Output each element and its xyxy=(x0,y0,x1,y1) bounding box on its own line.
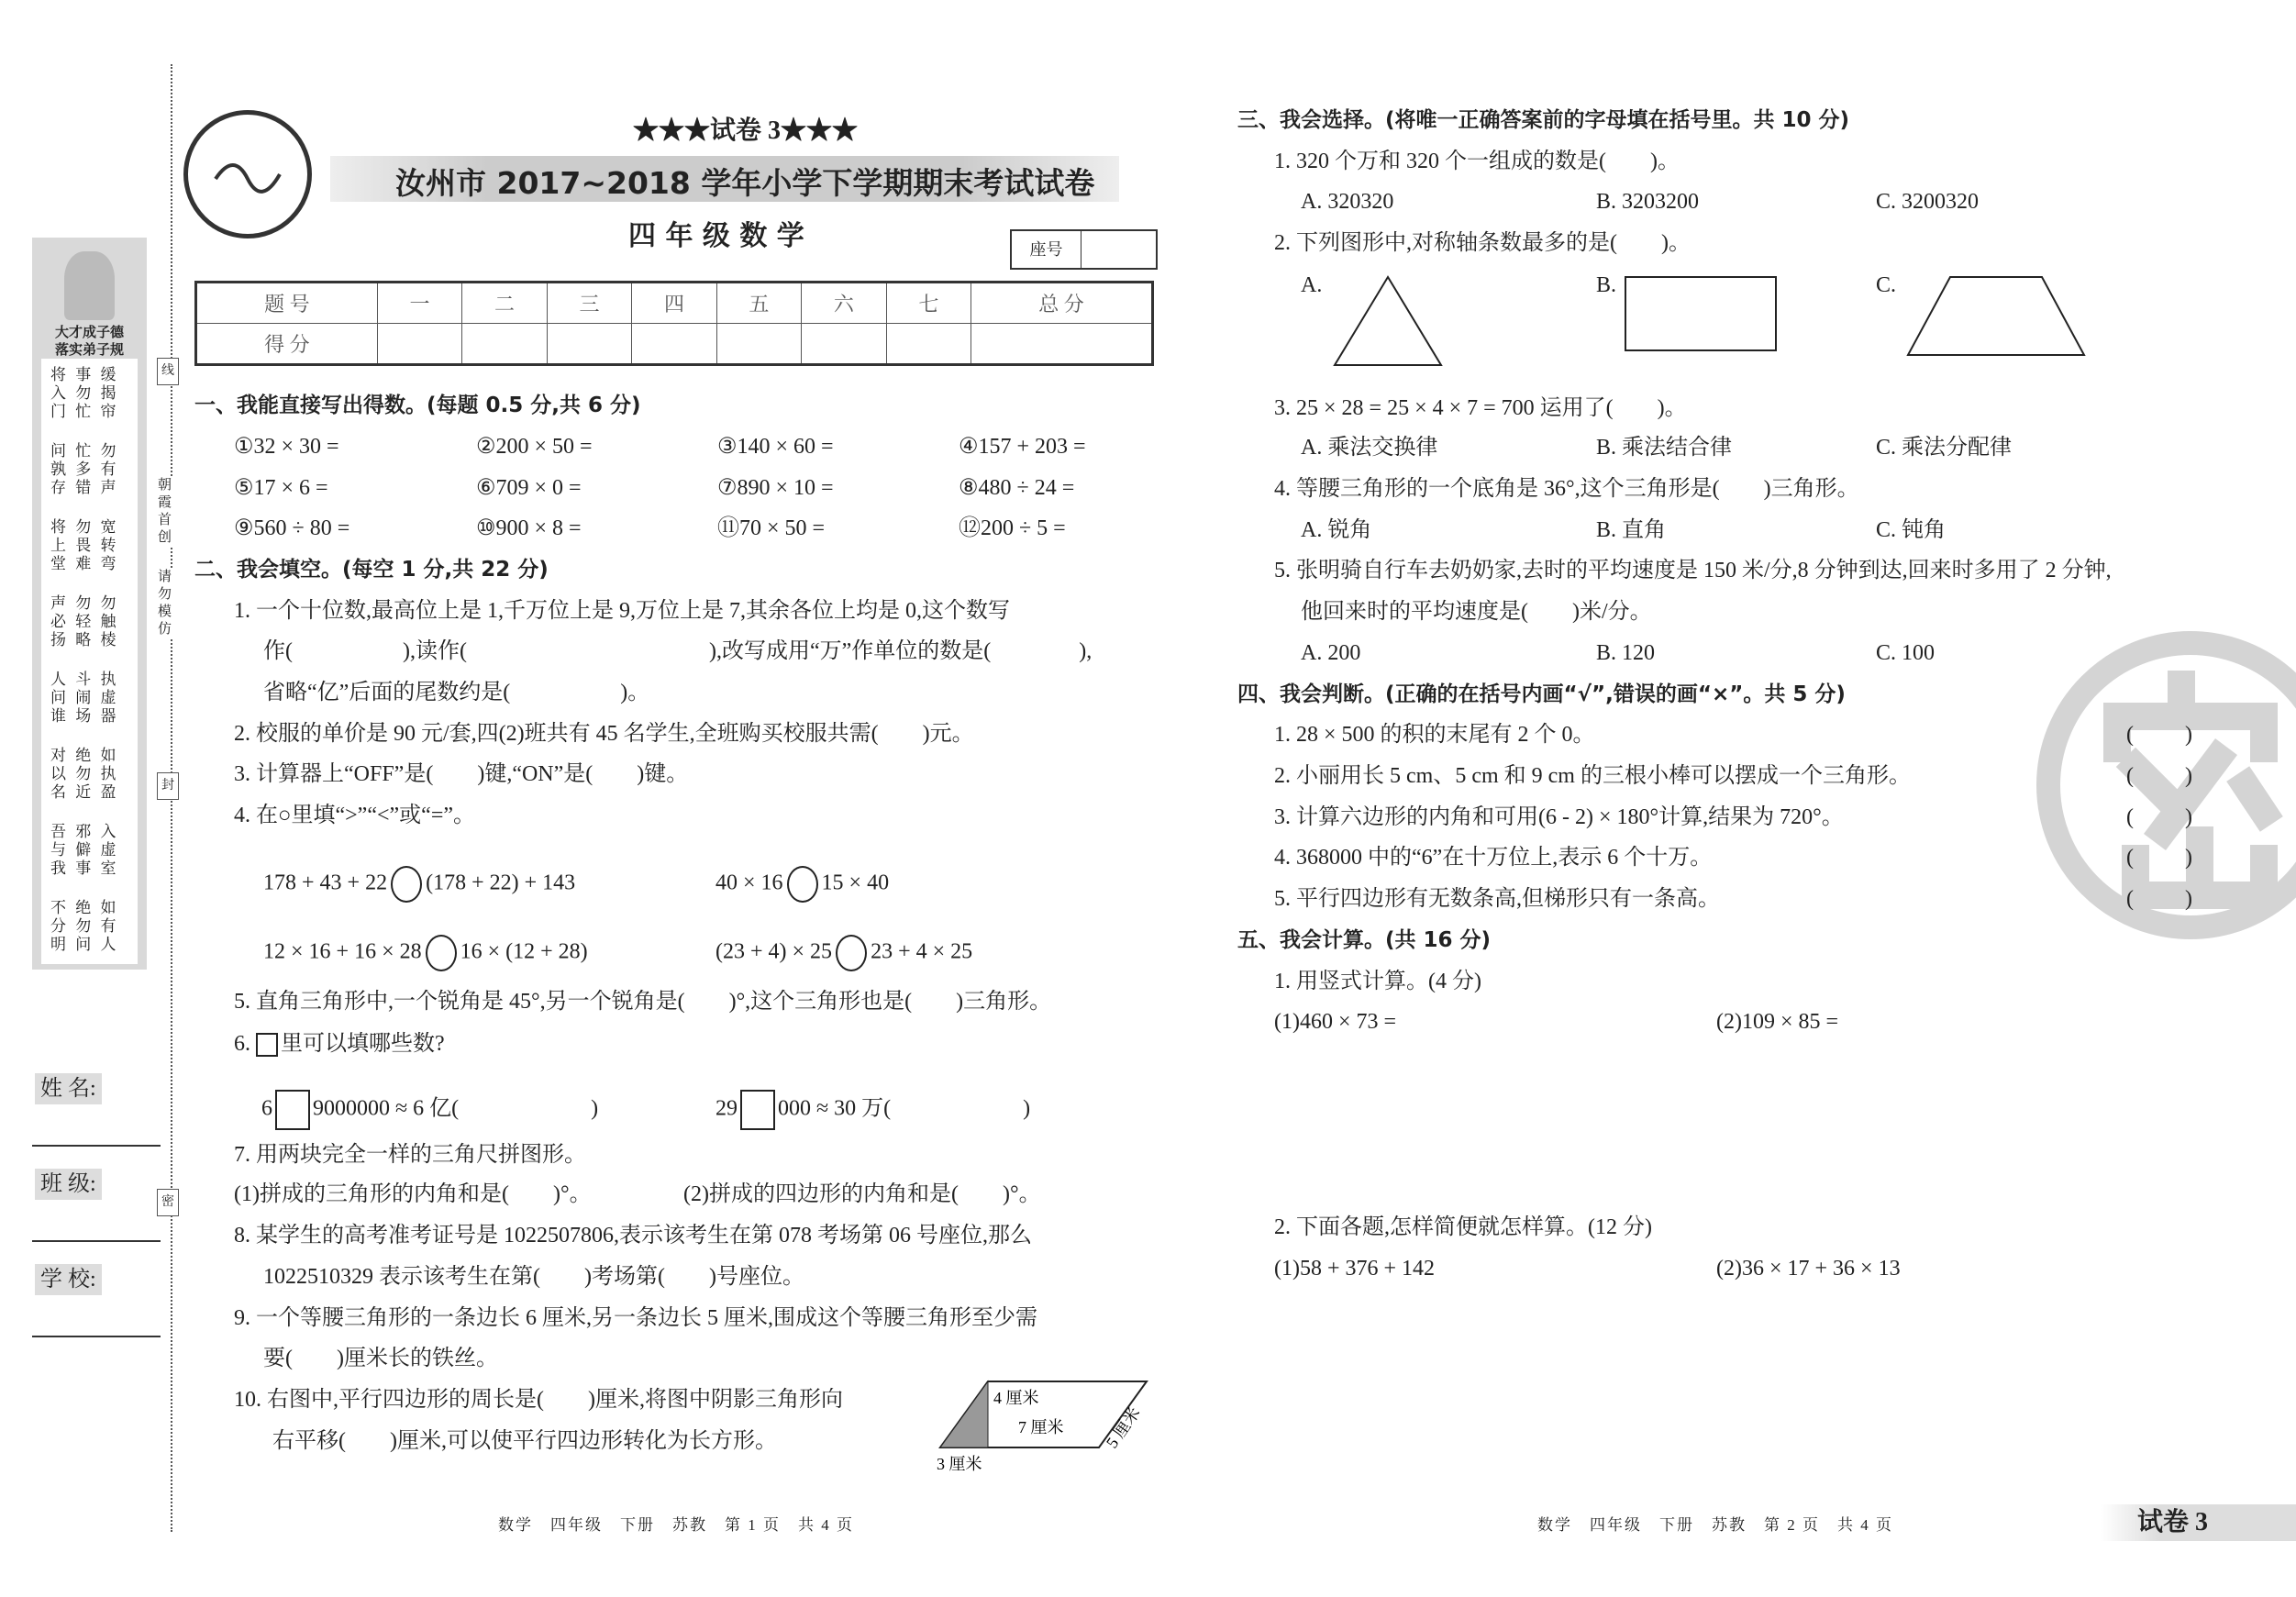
table-cell: 六 xyxy=(802,283,886,324)
judge-item: 4. 368000 中的“6”在十万位上,表示 6 个十万。 xyxy=(1274,846,1713,870)
answer-brackets[interactable] xyxy=(2126,721,2192,749)
table-cell: 四 xyxy=(632,283,716,324)
poem-line: 声 勿 勿 xyxy=(50,594,116,612)
question-text: (2)36 × 17 + 36 × 13 xyxy=(1716,1257,1901,1281)
answer-brackets[interactable] xyxy=(2126,804,2192,831)
question-text: 1022510329 表示该考生在第( )考场第( )号座位。 xyxy=(263,1265,804,1289)
section-2-heading: 二、我会填空。(每空 1 分,共 22 分) xyxy=(194,558,549,582)
compare-row xyxy=(715,866,889,903)
expr: 12 × 16 + 16 × 28 xyxy=(263,939,422,964)
question-text: (1)拼成的三角形的内角和是( )°。 xyxy=(234,1182,592,1206)
subject-title: 四 年 级 数 学 xyxy=(628,220,804,252)
question-text: 右平移( )厘米,可以使平行四边形转化为长方形。 xyxy=(272,1429,777,1453)
estimate-row xyxy=(715,1090,1030,1130)
question-text: 2. 校服的单价是 90 元/套,四(2)班共有 45 名学生,全班购买校服共需( )元。 xyxy=(234,722,974,746)
poem-line: 堂 难 弯 xyxy=(50,555,116,572)
bracket: ) xyxy=(2185,723,2192,747)
figure-label: 5 厘米 xyxy=(1102,1403,1144,1452)
figure-label: 3 厘米 xyxy=(937,1455,982,1473)
poem-line: 门 忙 帘 xyxy=(50,403,116,420)
question-text: 1. 320 个万和 320 个一组成的数是( )。 xyxy=(1274,150,1680,173)
option: C. 钝角 xyxy=(1876,518,1947,542)
score-cell[interactable] xyxy=(632,324,716,365)
figure-label: 4 厘米 xyxy=(993,1389,1039,1407)
q-text: 里可以填哪些数? xyxy=(281,1032,445,1056)
exam-title: 汝州市 2017~2018 学年小学下学期期末考试试卷 xyxy=(395,165,1095,201)
question-text: 1. 用竖式计算。(4 分) xyxy=(1274,970,1481,993)
bracket: ) xyxy=(2185,805,2192,829)
option: B. 乘法结合律 xyxy=(1596,436,1733,460)
answer-brackets[interactable] xyxy=(2126,885,2192,913)
option: B. 直角 xyxy=(1596,518,1667,542)
judge-item: 2. 小丽用长 5 cm、5 cm 和 9 cm 的三根小棒可以摆成一个三角形。 xyxy=(1274,764,1911,788)
option: A. 320320 xyxy=(1301,190,1394,214)
table-cell: 总 分 xyxy=(971,283,1153,324)
bracket: ( xyxy=(2126,846,2134,870)
option: B. xyxy=(1596,273,1617,297)
poem-line: 上 畏 转 xyxy=(50,537,116,554)
compare-row xyxy=(715,935,972,971)
triangle-shape xyxy=(1330,275,1449,367)
poem-line: 将 勿 宽 xyxy=(50,518,116,536)
digit-box[interactable] xyxy=(740,1090,775,1130)
question-text: 3. 25 × 28 = 25 × 4 × 7 = 700 运用了( )。 xyxy=(1274,396,1687,420)
bracket: ) xyxy=(2185,887,2192,911)
question-text: 4. 在○里填“>”“<”或“=”。 xyxy=(234,804,476,827)
poem-line: 问 闹 虚 xyxy=(50,689,116,706)
judge-item: 5. 平行四边形有无数条高,但梯形只有一条高。 xyxy=(1274,887,1720,911)
question-text: (1)58 + 376 + 142 xyxy=(1274,1257,1436,1281)
oral-item: ③140 × 60 = xyxy=(717,435,834,459)
bracket: ) xyxy=(2185,846,2192,870)
question-text xyxy=(234,1030,445,1058)
poem-line: 扬 略 棱 xyxy=(50,631,116,649)
seat-label: 座号 xyxy=(1012,231,1081,268)
question-text: 3. 计算器上“OFF”是( )键,“ON”是( )键。 xyxy=(234,762,689,786)
option: C. 乘法分配律 xyxy=(1876,436,2013,460)
compare-circle[interactable] xyxy=(426,935,457,971)
question-text: 作( ),读作( ),改写成用“万”作单位的数是( ), xyxy=(263,639,1093,663)
shaded-triangle xyxy=(940,1381,988,1447)
school-label: 学 校: xyxy=(35,1264,102,1295)
question-text: 要( )厘米长的铁丝。 xyxy=(263,1347,498,1370)
school-field[interactable] xyxy=(32,1336,161,1337)
bracket: ( xyxy=(2126,887,2134,911)
question-text: 省略“亿”后面的尾数约是( )。 xyxy=(263,681,650,704)
oral-item: ⑩900 × 8 = xyxy=(476,516,582,540)
page-footer: 数学 四年级 下册 苏教 第 2 页 共 4 页 xyxy=(1537,1516,1893,1534)
seat-number-box xyxy=(1010,229,1158,270)
score-cell[interactable] xyxy=(886,324,971,365)
question-text: (1)460 × 73 = xyxy=(1274,1010,1397,1034)
paper-tag: 试卷 3 xyxy=(2137,1508,2209,1536)
score-cell[interactable] xyxy=(377,324,461,365)
question-text: 2. 下面各题,怎样简便就怎样算。(12 分) xyxy=(1274,1215,1652,1239)
score-cell[interactable] xyxy=(462,324,547,365)
section-5-heading: 五、我会计算。(共 16 分) xyxy=(1237,928,1492,952)
question-text: 9. 一个等腰三角形的一条边长 6 厘米,另一条边长 5 厘米,围成这个等腰三角形至少需 xyxy=(234,1306,1037,1330)
poem-line: 明 问 人 xyxy=(50,936,116,953)
option: A. xyxy=(1301,273,1323,297)
option: B. 3203200 xyxy=(1596,190,1700,214)
binding-mark: 线 xyxy=(157,358,179,385)
question-text: 1. 一个十位数,最高位上是 1,千万位上是 9,万位上是 7,其余各位上均是 0,这个数写 xyxy=(234,599,1010,623)
poem-line: 必 轻 触 xyxy=(50,613,116,630)
poem-line: 人 斗 执 xyxy=(50,671,116,688)
judge-item: 3. 计算六边形的内角和可用(6 - 2) × 180°计算,结果为 720°。 xyxy=(1274,805,1844,829)
compare-circle[interactable] xyxy=(391,866,422,903)
table-cell: 得 分 xyxy=(196,324,378,365)
binding-note: 请勿模仿 xyxy=(154,569,173,638)
table-row xyxy=(196,283,1153,324)
question-text: 5. 直角三角形中,一个锐角是 45°,另一个锐角是( )°,这个三角形也是( )三角形。 xyxy=(234,990,1052,1014)
poem-line: 对 绝 如 xyxy=(50,747,116,764)
poem-line: 与 僻 虚 xyxy=(50,841,116,859)
table-cell: 题 号 xyxy=(196,283,378,324)
expr: (23 + 4) × 25 xyxy=(715,939,833,964)
estimate-row xyxy=(261,1090,598,1130)
question-text: 7. 用两块完全一样的三角尺拼图形。 xyxy=(234,1143,586,1167)
question-text: 8. 某学生的高考准考证号是 1022507806,表示该考生在第 078 考场第 06 号座位,那么 xyxy=(234,1224,1032,1248)
question-text: (2)109 × 85 = xyxy=(1716,1010,1839,1034)
section-3-heading: 三、我会选择。(将唯一正确答案前的字母填在括号里。共 10 分) xyxy=(1237,108,1850,132)
expr: 15 × 40 xyxy=(821,871,890,895)
expr: (178 + 22) + 143 xyxy=(426,871,576,895)
poem-line: 谁 场 器 xyxy=(50,707,116,725)
expr: 9000000 ≈ 6 亿( ) xyxy=(313,1096,599,1121)
section-1-heading: 一、我能直接写出得数。(每题 0.5 分,共 6 分) xyxy=(194,394,641,417)
student-cartoon-icon xyxy=(64,251,115,320)
compare-circle[interactable] xyxy=(836,935,867,971)
question-text: 10. 右图中,平行四边形的周长是( )厘米,将图中阴影三角形向 xyxy=(234,1388,843,1412)
poem-line: 我 事 室 xyxy=(50,859,116,877)
compare-row xyxy=(263,866,575,903)
option: B. 120 xyxy=(1596,641,1656,665)
question-text: 2. 下列图形中,对称轴条数最多的是( )。 xyxy=(1274,231,1691,255)
poem-line: 吾 邪 入 xyxy=(50,823,116,840)
option: A. 200 xyxy=(1301,641,1361,665)
compare-row xyxy=(263,935,588,971)
table-cell: 三 xyxy=(547,283,631,324)
judge-item: 1. 28 × 500 的积的末尾有 2 个 0。 xyxy=(1274,723,1595,747)
poem-line: 分 勿 有 xyxy=(50,917,116,935)
trapezoid-shape xyxy=(1906,275,2090,358)
poem-line: 存 错 声 xyxy=(50,479,116,496)
binding-mark: 封 xyxy=(157,772,179,800)
digit-box[interactable] xyxy=(275,1090,310,1130)
figure-label: 7 厘米 xyxy=(1018,1418,1064,1436)
oral-item: ⑪70 × 50 = xyxy=(717,516,826,540)
poem-line: 不 绝 如 xyxy=(50,899,116,916)
question-text: 他回来时的平均速度是( )米/分。 xyxy=(1301,600,1652,624)
oral-item: ②200 × 50 = xyxy=(476,435,593,459)
poem-box xyxy=(41,359,138,964)
paper-number: ★★★试卷 3★★★ xyxy=(633,116,859,145)
compare-circle[interactable] xyxy=(787,866,818,903)
score-cell[interactable] xyxy=(971,324,1153,365)
expr: 6 xyxy=(261,1096,272,1121)
poem-line: 名 近 盈 xyxy=(50,783,116,801)
oral-item: ⑫200 ÷ 5 = xyxy=(959,516,1066,540)
question-text: 5. 张明骑自行车去奶奶家,去时的平均速度是 150 米/分,8 分钟到达,回来时多用了 2 分钟, xyxy=(1274,559,2112,582)
bracket: ( xyxy=(2126,805,2134,829)
publisher-logo xyxy=(183,110,312,238)
parallelogram-figure xyxy=(931,1376,1165,1477)
logo-signature-icon xyxy=(188,115,307,234)
q-num: 6. xyxy=(234,1032,256,1056)
score-cell[interactable] xyxy=(716,324,801,365)
oral-item: ⑦890 × 10 = xyxy=(717,476,834,500)
table-cell: 二 xyxy=(462,283,547,324)
class-field[interactable] xyxy=(32,1240,161,1242)
rectangle-shape xyxy=(1624,275,1780,358)
motto-line: 落实弟子规 xyxy=(54,341,124,358)
option: C. xyxy=(1876,273,1897,297)
expr: 40 × 16 xyxy=(715,871,783,895)
option: A. 乘法交换律 xyxy=(1301,436,1438,460)
poem-line: 孰 多 有 xyxy=(50,460,116,478)
binding-mark: 密 xyxy=(157,1189,179,1216)
score-cell[interactable] xyxy=(802,324,886,365)
binding-note: 朝霞首创 xyxy=(154,477,173,547)
expr: 178 + 43 + 22 xyxy=(263,871,388,895)
answer-brackets[interactable] xyxy=(2126,762,2192,790)
option: A. 锐角 xyxy=(1301,518,1372,542)
page-footer: 数学 四年级 下册 苏教 第 1 页 共 4 页 xyxy=(498,1516,854,1534)
class-label: 班 级: xyxy=(35,1169,102,1200)
option: C. 100 xyxy=(1876,641,1936,665)
oral-item: ④157 + 203 = xyxy=(959,435,1086,459)
poem-line: 入 勿 揭 xyxy=(50,384,116,402)
oral-item: ⑤17 × 6 = xyxy=(234,476,328,500)
table-row xyxy=(196,324,1153,365)
bracket: ( xyxy=(2126,723,2134,747)
sidebar-motto-panel xyxy=(32,238,147,970)
oral-item: ①32 × 30 = xyxy=(234,435,339,459)
bracket: ) xyxy=(2185,764,2192,788)
seat-number-field[interactable] xyxy=(1081,231,1156,268)
blank-square-icon xyxy=(256,1033,278,1057)
question-text: (2)拼成的四边形的内角和是( )°。 xyxy=(683,1182,1041,1206)
section-4-heading: 四、我会判断。(正确的在括号内画“√”,错误的画“×”。共 5 分) xyxy=(1237,682,1846,706)
score-table xyxy=(194,281,1154,366)
expr: 000 ≈ 30 万( ) xyxy=(778,1096,1031,1121)
motto-line: 大才成子德 xyxy=(54,324,124,340)
score-cell[interactable] xyxy=(547,324,631,365)
oral-item: ⑥709 × 0 = xyxy=(476,476,582,500)
oral-item: ⑧480 ÷ 24 = xyxy=(959,476,1075,500)
name-label: 姓 名: xyxy=(35,1073,102,1104)
poem-line: 将 事 缓 xyxy=(50,366,116,383)
table-cell: 一 xyxy=(377,283,461,324)
oral-item: ⑨560 ÷ 80 = xyxy=(234,516,350,540)
name-field[interactable] xyxy=(32,1145,161,1147)
table-cell: 五 xyxy=(716,283,801,324)
option: C. 3200320 xyxy=(1876,190,1980,214)
table-cell: 七 xyxy=(886,283,971,324)
bracket: ( xyxy=(2126,764,2134,788)
poem-line: 问 忙 勿 xyxy=(50,442,116,460)
expr: 23 + 4 × 25 xyxy=(871,939,973,964)
answer-brackets[interactable] xyxy=(2126,844,2192,871)
poem-line: 以 勿 执 xyxy=(50,765,116,782)
expr: 29 xyxy=(715,1096,738,1121)
expr: 16 × (12 + 28) xyxy=(460,939,588,964)
question-text: 4. 等腰三角形的一个底角是 36°,这个三角形是( )三角形。 xyxy=(1274,477,1859,501)
